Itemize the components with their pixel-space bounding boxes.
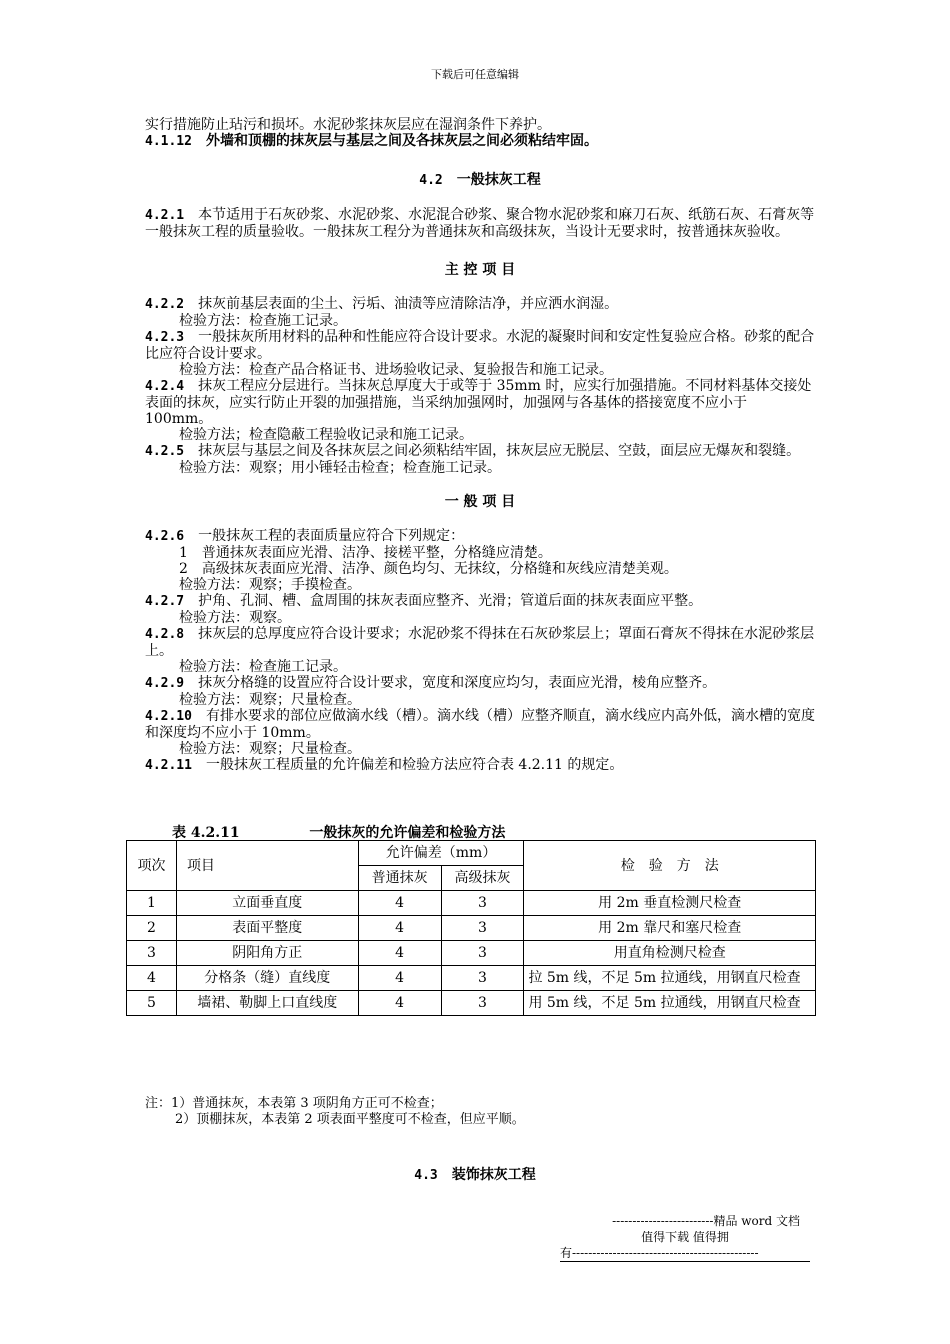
footer-line-2: 值得下载 值得拥 (641, 1230, 729, 1244)
page-header: 下载后可任意编辑 (431, 68, 519, 81)
table-row (127, 941, 816, 966)
check-method: 检验方法；检查隐蔽工程验收记录和施工记录。 (179, 427, 473, 443)
check-method: 检验方法：观察；尺量检查。 (179, 741, 361, 757)
clause-4-2-1 (145, 207, 815, 240)
clause-4-2-6 (145, 528, 815, 545)
section-number: 4.2 (419, 173, 443, 188)
clause-text: 抹灰前基层表面的尘土、污垢、油渍等应清除洁净，并应洒水润湿。 (198, 296, 619, 312)
deviation-table (126, 840, 816, 1016)
page-footer (560, 1213, 810, 1262)
cell-high: 3 (441, 891, 524, 916)
cell-normal: 4 (358, 891, 441, 916)
clause-number: 4.2.5 (145, 444, 185, 459)
table-row (127, 966, 816, 991)
table-row (127, 891, 816, 916)
list-item: 1 普通抹灰表面应光滑、洁净、接槎平整，分格缝应清楚。 (179, 545, 552, 561)
general-items-heading: 一 般 项 目 (444, 494, 516, 510)
table-row (127, 916, 816, 941)
cell-high: 3 (441, 991, 524, 1016)
clause-4-2-10 (145, 708, 815, 741)
table-header-row (127, 841, 816, 866)
header-no: 项次 (127, 841, 177, 891)
clause-text: 一般抹灰工程的表面质量应符合下列规定： (198, 528, 465, 544)
cell-normal: 4 (358, 941, 441, 966)
clause-text: 护角、孔洞、槽、盒周围的抹灰表面应整齐、光滑；管道后面的抹灰表面应平整。 (198, 593, 703, 609)
clause-4-2-2 (145, 296, 815, 313)
header-high: 高级抹灰 (441, 866, 524, 891)
clause-number: 4.2.6 (145, 529, 185, 544)
clause-number: 4.2.1 (145, 208, 185, 223)
paragraph: 实行措施防止玷污和损坏。水泥砂浆抹灰层应在湿润条件下养护。 (145, 117, 551, 133)
table-caption-number: 表 4.2.11 (172, 825, 240, 841)
list-item: 2 高级抹灰表面应光滑、洁净、颜色均匀、无抹纹，分格缝和灰线应清楚美观。 (179, 561, 678, 577)
clause-number: 4.2.9 (145, 676, 185, 691)
check-method: 检验方法：检查施工记录。 (179, 659, 347, 675)
table-caption-title: 一般抹灰的允许偏差和检验方法 (309, 825, 506, 841)
clause-4-2-3 (145, 329, 815, 362)
cell-high: 3 (441, 941, 524, 966)
cell-item: 阴阳角方正 (176, 941, 358, 966)
cell-high: 3 (441, 966, 524, 991)
clause-text: 抹灰分格缝的设置应符合设计要求，宽度和深度应均匀，表面应光滑，棱角应整齐。 (198, 675, 717, 691)
note-2: 2）顶棚抹灰，本表第 2 项表面平整度可不检查，但应平顺。 (175, 1112, 525, 1127)
main-items-heading: 主 控 项 目 (444, 262, 516, 278)
clause-number: 4.2.11 (145, 758, 192, 773)
clause-number: 4.1.12 (145, 134, 192, 149)
cell-no: 3 (127, 941, 177, 966)
cell-method: 用 5m 线，不足 5m 拉通线，用钢直尺检查 (524, 991, 816, 1016)
table-row (127, 991, 816, 1016)
cell-method: 拉 5m 线，不足 5m 拉通线，用钢直尺检查 (524, 966, 816, 991)
check-method: 检验方法：观察；手摸检查。 (179, 577, 361, 593)
cell-method: 用直角检测尺检查 (524, 941, 816, 966)
check-method: 检验方法：观察；用小锤轻击检查；检查施工记录。 (179, 460, 501, 476)
clause-text: 抹灰层的总厚度应符合设计要求；水泥砂浆不得抹在石灰砂浆层上；罩面石膏灰不得抹在水泥砂浆层上。 (145, 626, 815, 659)
clause-4-1-12 (145, 133, 815, 150)
clause-4-2-8 (145, 626, 815, 659)
check-method: 检验方法：检查产品合格证书、进场验收记录、复验报告和施工记录。 (179, 362, 613, 378)
clause-4-2-11 (145, 757, 815, 774)
clause-number: 4.2.8 (145, 627, 185, 642)
clause-text: 抹灰工程应分层进行。当抹灰总厚度大于或等于 35mm 时，应实行加强措施。不同材料基体交接处表面的抹灰，应实行防止开裂的加强措施，当采纳加强网时，加强网与各基体的搭接宽度不应小于 100mm。 (145, 378, 812, 427)
cell-normal: 4 (358, 966, 441, 991)
cell-item: 立面垂直度 (176, 891, 358, 916)
section-title-4-2 (145, 172, 815, 189)
clause-4-2-7 (145, 593, 815, 610)
header-normal: 普通抹灰 (358, 866, 441, 891)
section-title-4-3 (0, 1164, 950, 1184)
clause-4-2-4 (145, 378, 815, 427)
clause-4-2-5 (145, 443, 815, 460)
footer-line-3: 有---------------------------------------------- (560, 1245, 810, 1262)
clause-4-2-9 (145, 675, 815, 692)
footer-line-1: -------------------------精品 word 文档 (612, 1214, 800, 1228)
clause-text: 有排水要求的部位应做滴水线（槽）。滴水线（槽）应整齐顺直，滴水线应内高外低，滴水槽的宽度和深度均不应小于 10mm。 (145, 708, 815, 741)
check-method: 检验方法：检查施工记录。 (179, 313, 347, 329)
cell-method: 用 2m 靠尺和塞尺检查 (524, 916, 816, 941)
cell-no: 2 (127, 916, 177, 941)
cell-method: 用 2m 垂直检测尺检查 (524, 891, 816, 916)
clause-number: 4.2.10 (145, 709, 192, 724)
clause-text: 一般抹灰工程质量的允许偏差和检验方法应符合表 4.2.11 的规定。 (205, 757, 624, 773)
cell-item: 分格条（缝）直线度 (176, 966, 358, 991)
note-1: 注：1）普通抹灰，本表第 3 项阴角方正可不检查； (145, 1096, 443, 1111)
check-method: 检验方法：观察。 (179, 610, 291, 626)
clause-text: 抹灰层与基层之间及各抹灰层之间必须粘结牢固，抹灰层应无脱层、空鼓，面层应无爆灰和裂缝。 (198, 443, 801, 459)
table-caption (172, 822, 505, 842)
clause-number: 4.2.7 (145, 594, 185, 609)
clause-text: 外墙和顶棚的抹灰层与基层之间及各抹灰层之间必须粘结牢固。 (205, 133, 598, 149)
clause-number: 4.2.3 (145, 330, 185, 345)
cell-item: 墙裙、勒脚上口直线度 (176, 991, 358, 1016)
table-notes (145, 1096, 525, 1128)
cell-high: 3 (441, 916, 524, 941)
cell-no: 4 (127, 966, 177, 991)
document-body (145, 117, 815, 774)
cell-no: 1 (127, 891, 177, 916)
clause-text: 本节适用于石灰砂浆、水泥砂浆、水泥混合砂浆、聚合物水泥砂浆和麻刀石灰、纸筋石灰、石膏灰等一般抹灰工程的质量验收。一般抹灰工程分为普通抹灰和高级抹灰，当设计无要求时，按普通抹灰验收。 (145, 207, 815, 240)
clause-text: 一般抹灰所用材料的品种和性能应符合设计要求。水泥的凝聚时间和安定性复验应合格。砂浆的配合比应符合设计要求。 (145, 329, 815, 362)
clause-number: 4.2.4 (145, 379, 185, 394)
section-title: 装饰抹灰工程 (451, 1167, 536, 1183)
header-method: 检 验 方 法 (524, 841, 816, 891)
cell-item: 表面平整度 (176, 916, 358, 941)
cell-normal: 4 (358, 991, 441, 1016)
check-method: 检验方法：观察；尺量检查。 (179, 692, 361, 708)
clause-number: 4.2.2 (145, 297, 185, 312)
section-number: 4.3 (414, 1168, 438, 1183)
cell-normal: 4 (358, 916, 441, 941)
header-item: 项目 (176, 841, 358, 891)
section-title: 一般抹灰工程 (456, 172, 541, 188)
header-deviation: 允许偏差（mm） (358, 841, 524, 866)
cell-no: 5 (127, 991, 177, 1016)
